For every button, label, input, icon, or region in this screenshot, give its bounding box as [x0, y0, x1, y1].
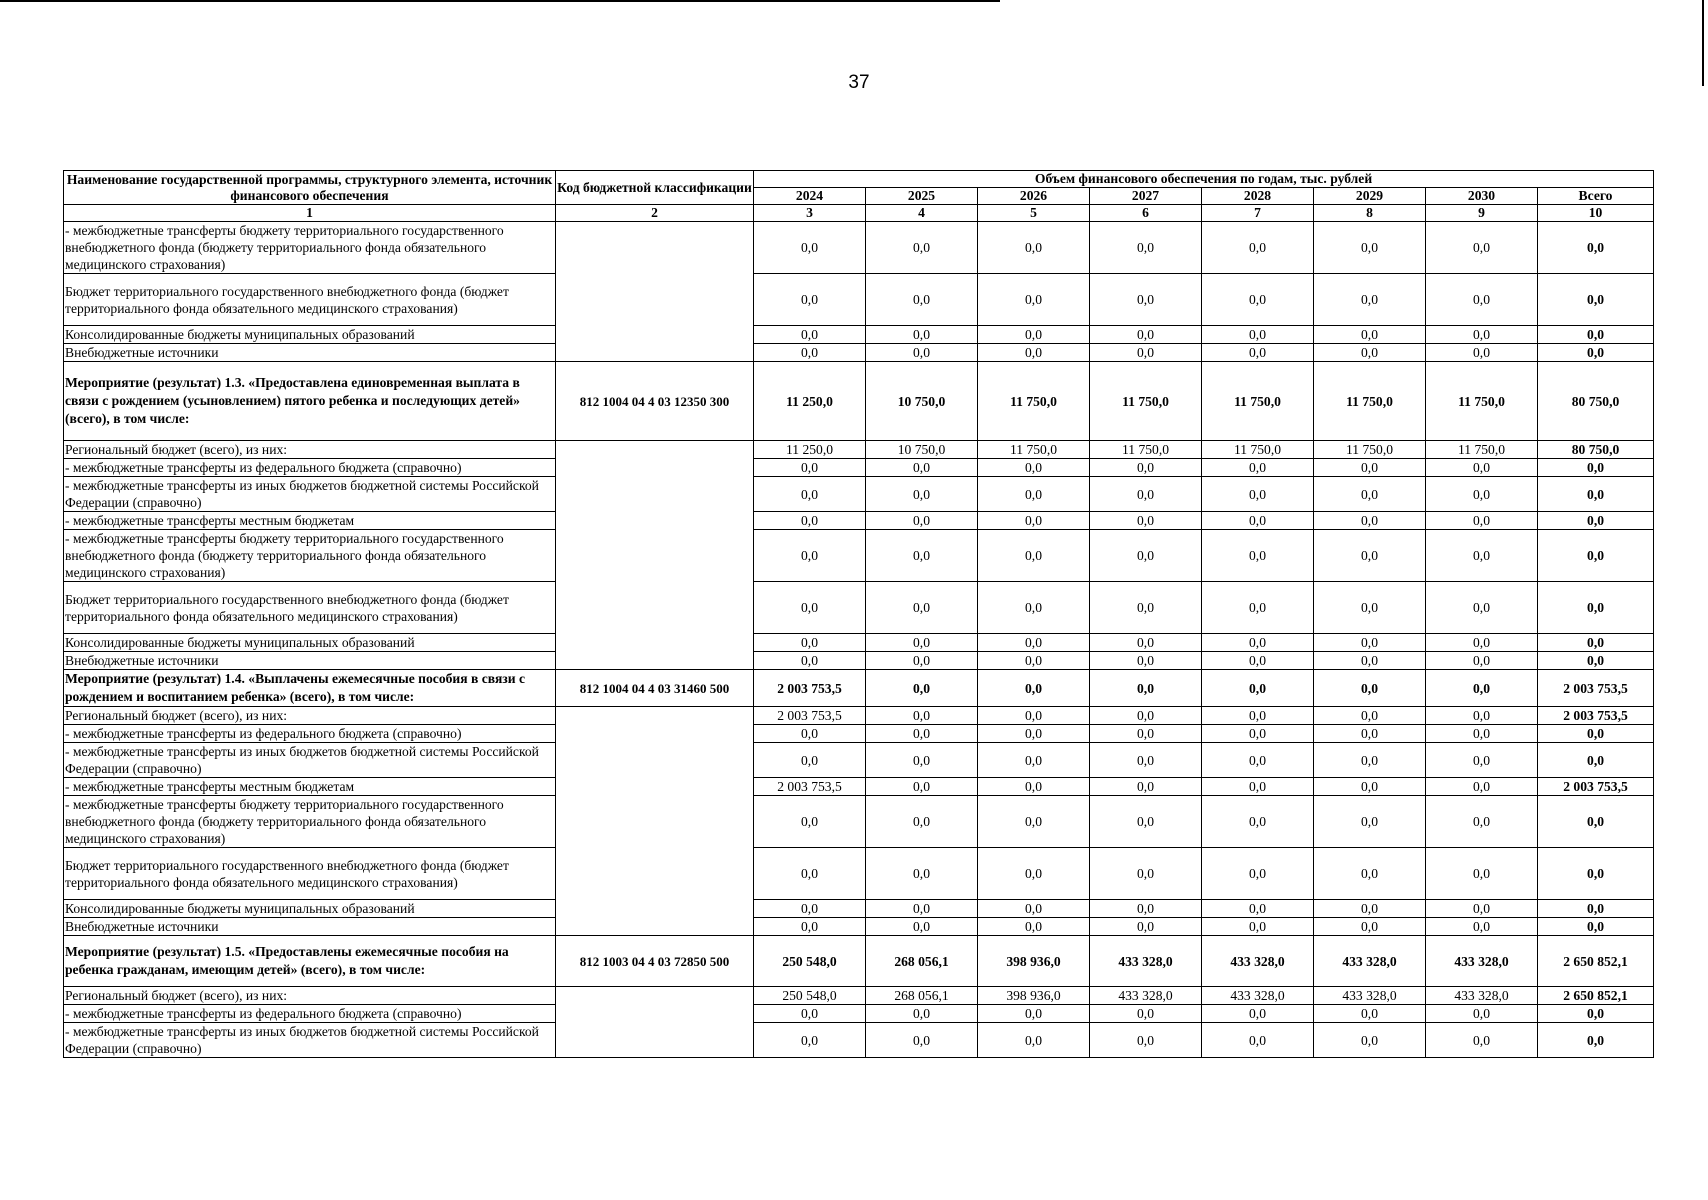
year-value: 0,0: [1202, 530, 1314, 582]
year-value: 0,0: [866, 725, 978, 743]
year-value: 268 056,1: [866, 936, 978, 987]
top-rule: [0, 0, 1000, 2]
table-row: [64, 530, 1654, 582]
table-row: [64, 725, 1654, 743]
year-value: 0,0: [866, 796, 978, 848]
year-value: 0,0: [978, 743, 1090, 778]
column-number: 10: [1538, 205, 1654, 222]
column-number: 5: [978, 205, 1090, 222]
year-value: 0,0: [754, 900, 866, 918]
page-number: 37: [848, 72, 870, 93]
year-value: 0,0: [1090, 477, 1202, 512]
year-value: 0,0: [1090, 512, 1202, 530]
budget-code: 812 1003 04 4 03 72850 500: [556, 936, 754, 987]
source-name: - межбюджетные трансферты из федерального бюджета (справочно): [64, 459, 556, 477]
year-value: 250 548,0: [754, 987, 866, 1005]
year-value: 0,0: [866, 222, 978, 274]
year-value: 0,0: [1314, 743, 1426, 778]
year-value: 0,0: [866, 1005, 978, 1023]
year-value: 0,0: [1202, 512, 1314, 530]
column-number: 3: [754, 205, 866, 222]
year-value: 0,0: [978, 459, 1090, 477]
year-value: 0,0: [866, 918, 978, 936]
year-value: 0,0: [978, 1005, 1090, 1023]
year-value: 0,0: [1202, 918, 1314, 936]
header-year: 2026: [978, 188, 1090, 205]
source-name: Региональный бюджет (всего), из них:: [64, 987, 556, 1005]
table-row: [64, 477, 1654, 512]
year-value: 11 750,0: [1314, 441, 1426, 459]
total-value: 0,0: [1538, 582, 1654, 634]
year-value: 0,0: [1202, 900, 1314, 918]
year-value: 0,0: [1314, 707, 1426, 725]
year-value: 0,0: [754, 344, 866, 362]
table-row: [64, 274, 1654, 326]
total-value: 0,0: [1538, 344, 1654, 362]
source-name: Консолидированные бюджеты муниципальных образований: [64, 634, 556, 652]
year-value: 433 328,0: [1202, 936, 1314, 987]
year-value: 0,0: [1090, 796, 1202, 848]
year-value: 0,0: [1090, 274, 1202, 326]
source-name: Внебюджетные источники: [64, 652, 556, 670]
table-row: [64, 512, 1654, 530]
year-value: 0,0: [1426, 707, 1538, 725]
year-value: 0,0: [754, 848, 866, 900]
source-name: Внебюджетные источники: [64, 918, 556, 936]
year-value: 0,0: [1426, 344, 1538, 362]
year-value: 0,0: [866, 652, 978, 670]
header-total: Всего: [1538, 188, 1654, 205]
year-value: 0,0: [1314, 477, 1426, 512]
year-value: 11 750,0: [1314, 362, 1426, 441]
year-value: 0,0: [866, 274, 978, 326]
year-value: 0,0: [1202, 477, 1314, 512]
year-value: 11 750,0: [1090, 362, 1202, 441]
year-value: 0,0: [978, 512, 1090, 530]
year-value: 0,0: [1426, 512, 1538, 530]
total-value: 0,0: [1538, 1005, 1654, 1023]
year-value: 0,0: [1202, 848, 1314, 900]
year-value: 398 936,0: [978, 936, 1090, 987]
year-value: 0,0: [754, 1005, 866, 1023]
year-value: 0,0: [1314, 222, 1426, 274]
year-value: 0,0: [978, 274, 1090, 326]
source-name: Региональный бюджет (всего), из них:: [64, 441, 556, 459]
table-row: [64, 900, 1654, 918]
budget-code: 812 1004 04 4 03 31460 500: [556, 670, 754, 707]
year-value: 0,0: [1202, 274, 1314, 326]
year-value: 250 548,0: [754, 936, 866, 987]
table-row: [64, 634, 1654, 652]
year-value: 0,0: [1314, 848, 1426, 900]
year-value: 0,0: [1090, 634, 1202, 652]
year-value: 0,0: [754, 743, 866, 778]
year-value: 0,0: [978, 530, 1090, 582]
year-value: 0,0: [1314, 652, 1426, 670]
year-value: 0,0: [866, 848, 978, 900]
year-value: 433 328,0: [1314, 987, 1426, 1005]
year-value: 0,0: [1202, 670, 1314, 707]
year-value: 0,0: [1202, 326, 1314, 344]
year-value: 0,0: [754, 634, 866, 652]
table-row: [64, 918, 1654, 936]
year-value: 0,0: [866, 530, 978, 582]
year-value: 2 003 753,5: [754, 670, 866, 707]
year-value: 0,0: [1426, 634, 1538, 652]
source-name: - межбюджетные трансферты из иных бюджетов бюджетной системы Российской Федерации (справочно): [64, 477, 556, 512]
year-value: 0,0: [1426, 778, 1538, 796]
total-value: 2 003 753,5: [1538, 707, 1654, 725]
total-value: 0,0: [1538, 796, 1654, 848]
year-value: 0,0: [1426, 274, 1538, 326]
header-year: 2027: [1090, 188, 1202, 205]
year-value: 0,0: [1314, 634, 1426, 652]
year-value: 0,0: [866, 778, 978, 796]
year-value: 0,0: [866, 634, 978, 652]
table-row: [64, 987, 1654, 1005]
column-number: 6: [1090, 205, 1202, 222]
event-row: [64, 936, 1654, 987]
year-value: 0,0: [978, 582, 1090, 634]
year-value: 0,0: [978, 670, 1090, 707]
year-value: 0,0: [1090, 222, 1202, 274]
year-value: 0,0: [978, 1023, 1090, 1058]
year-value: 10 750,0: [866, 362, 978, 441]
year-value: 0,0: [1426, 530, 1538, 582]
year-value: 0,0: [1202, 778, 1314, 796]
year-value: 0,0: [754, 725, 866, 743]
year-value: 11 250,0: [754, 362, 866, 441]
source-name: Региональный бюджет (всего), из них:: [64, 707, 556, 725]
year-value: 433 328,0: [1090, 936, 1202, 987]
year-value: 268 056,1: [866, 987, 978, 1005]
year-value: 0,0: [978, 634, 1090, 652]
source-name: - межбюджетные трансферты из федерального бюджета (справочно): [64, 725, 556, 743]
year-value: 398 936,0: [978, 987, 1090, 1005]
header-year: 2028: [1202, 188, 1314, 205]
year-value: 0,0: [1314, 670, 1426, 707]
year-value: 0,0: [1426, 326, 1538, 344]
header-year: 2030: [1426, 188, 1538, 205]
year-value: 0,0: [978, 326, 1090, 344]
year-value: 0,0: [1314, 344, 1426, 362]
year-value: 0,0: [1090, 582, 1202, 634]
year-value: 0,0: [754, 477, 866, 512]
column-number: 8: [1314, 205, 1426, 222]
year-value: 0,0: [1314, 459, 1426, 477]
year-value: 0,0: [1314, 918, 1426, 936]
total-value: 0,0: [1538, 918, 1654, 936]
year-value: 0,0: [1202, 1005, 1314, 1023]
table-row: [64, 743, 1654, 778]
budget-code-empty: [556, 441, 754, 670]
year-value: 0,0: [1426, 1005, 1538, 1023]
year-value: 11 750,0: [978, 362, 1090, 441]
table-row: [64, 459, 1654, 477]
source-name: Бюджет территориального государственного внебюджетного фонда (бюджет территориального фонда обязательного медицинского страхования): [64, 848, 556, 900]
source-name: Бюджет территориального государственного внебюджетного фонда (бюджет территориального фонда обязательного медицинского страхования): [64, 582, 556, 634]
year-value: 0,0: [1426, 459, 1538, 477]
total-value: 80 750,0: [1538, 441, 1654, 459]
total-value: 2 003 753,5: [1538, 670, 1654, 707]
year-value: 0,0: [1426, 900, 1538, 918]
table-row: [64, 796, 1654, 848]
total-value: 0,0: [1538, 222, 1654, 274]
column-number: 9: [1426, 205, 1538, 222]
total-value: 2 650 852,1: [1538, 987, 1654, 1005]
total-value: 0,0: [1538, 848, 1654, 900]
year-value: 0,0: [1314, 725, 1426, 743]
year-value: 0,0: [1090, 900, 1202, 918]
year-value: 11 750,0: [1426, 362, 1538, 441]
year-value: 0,0: [1314, 900, 1426, 918]
year-value: 0,0: [1314, 778, 1426, 796]
table-row: [64, 848, 1654, 900]
year-value: 0,0: [1314, 1005, 1426, 1023]
budget-code-empty: [556, 222, 754, 362]
year-value: 11 750,0: [1426, 441, 1538, 459]
table-row: [64, 778, 1654, 796]
year-value: 0,0: [1202, 344, 1314, 362]
table-row: [64, 652, 1654, 670]
year-value: 0,0: [978, 918, 1090, 936]
year-value: 433 328,0: [1090, 987, 1202, 1005]
year-value: 0,0: [1090, 344, 1202, 362]
source-name: Консолидированные бюджеты муниципальных образований: [64, 326, 556, 344]
table-row: [64, 1005, 1654, 1023]
year-value: 0,0: [978, 344, 1090, 362]
year-value: 0,0: [1426, 796, 1538, 848]
total-value: 0,0: [1538, 1023, 1654, 1058]
total-value: 0,0: [1538, 459, 1654, 477]
year-value: 0,0: [866, 707, 978, 725]
year-value: 10 750,0: [866, 441, 978, 459]
year-value: 0,0: [1202, 725, 1314, 743]
year-value: 0,0: [978, 725, 1090, 743]
source-name: - межбюджетные трансферты бюджету территориального государственного внебюджетного фонда (бюджету территориального фонда обязательного медицинского страхования): [64, 530, 556, 582]
year-value: 0,0: [866, 326, 978, 344]
year-value: 0,0: [1202, 707, 1314, 725]
header-code: Код бюджетной классификации: [556, 171, 754, 205]
year-value: 2 003 753,5: [754, 778, 866, 796]
year-value: 0,0: [1426, 743, 1538, 778]
year-value: 0,0: [1090, 743, 1202, 778]
year-value: 0,0: [978, 900, 1090, 918]
year-value: 11 750,0: [978, 441, 1090, 459]
year-value: 0,0: [1090, 707, 1202, 725]
budget-code-empty: [556, 707, 754, 936]
table-row: [64, 344, 1654, 362]
year-value: 0,0: [1090, 652, 1202, 670]
year-value: 0,0: [866, 344, 978, 362]
year-value: 0,0: [866, 743, 978, 778]
year-value: 0,0: [1426, 848, 1538, 900]
source-name: - межбюджетные трансферты местным бюджетам: [64, 778, 556, 796]
budget-code-empty: [556, 987, 754, 1058]
total-value: 2 003 753,5: [1538, 778, 1654, 796]
year-value: 0,0: [1426, 670, 1538, 707]
year-value: 11 750,0: [1202, 441, 1314, 459]
year-value: 433 328,0: [1314, 936, 1426, 987]
year-value: 0,0: [866, 512, 978, 530]
year-value: 0,0: [1202, 652, 1314, 670]
event-name: Мероприятие (результат) 1.3. «Предоставлена единовременная выплата в связи с рождением (усыновлением) пятого ребенка и последующих детей» (всего), в том числе:: [64, 362, 556, 441]
year-value: 0,0: [1426, 582, 1538, 634]
year-value: 0,0: [1090, 918, 1202, 936]
year-value: 433 328,0: [1426, 987, 1538, 1005]
year-value: 0,0: [1426, 222, 1538, 274]
total-value: 0,0: [1538, 530, 1654, 582]
year-value: 0,0: [1426, 918, 1538, 936]
year-value: 0,0: [1090, 459, 1202, 477]
year-value: 0,0: [1090, 530, 1202, 582]
year-value: 0,0: [1090, 848, 1202, 900]
year-value: 0,0: [1314, 530, 1426, 582]
year-value: 433 328,0: [1426, 936, 1538, 987]
header-year: 2024: [754, 188, 866, 205]
year-value: 0,0: [978, 796, 1090, 848]
financing-table: [63, 170, 1654, 1058]
source-name: Бюджет территориального государственного внебюджетного фонда (бюджет территориального фонда обязательного медицинского страхования): [64, 274, 556, 326]
year-value: 0,0: [978, 778, 1090, 796]
year-value: 0,0: [754, 1023, 866, 1058]
year-value: 0,0: [1202, 796, 1314, 848]
year-value: 0,0: [1090, 778, 1202, 796]
year-value: 0,0: [1090, 1023, 1202, 1058]
event-name: Мероприятие (результат) 1.4. «Выплачены ежемесячные пособия в связи с рождением и воспитанием ребенка» (всего), в том числе:: [64, 670, 556, 707]
table-row: [64, 441, 1654, 459]
total-value: 0,0: [1538, 634, 1654, 652]
event-row: [64, 362, 1654, 441]
source-name: - межбюджетные трансферты местным бюджетам: [64, 512, 556, 530]
header-year: 2029: [1314, 188, 1426, 205]
source-name: - межбюджетные трансферты из иных бюджетов бюджетной системы Российской Федерации (справочно): [64, 743, 556, 778]
year-value: 11 750,0: [1202, 362, 1314, 441]
year-value: 0,0: [1426, 725, 1538, 743]
year-value: 0,0: [1314, 512, 1426, 530]
total-value: 0,0: [1538, 512, 1654, 530]
year-value: 0,0: [1314, 326, 1426, 344]
year-value: 0,0: [754, 652, 866, 670]
year-value: 0,0: [1202, 1023, 1314, 1058]
source-name: - межбюджетные трансферты бюджету территориального государственного внебюджетного фонда (бюджету территориального фонда обязательного медицинского страхования): [64, 796, 556, 848]
year-value: 0,0: [1202, 222, 1314, 274]
year-value: 0,0: [754, 512, 866, 530]
year-value: 0,0: [754, 326, 866, 344]
event-row: [64, 670, 1654, 707]
year-value: 0,0: [1090, 326, 1202, 344]
year-value: 11 750,0: [1090, 441, 1202, 459]
year-value: 0,0: [1426, 1023, 1538, 1058]
column-number: 2: [556, 205, 754, 222]
year-value: 0,0: [866, 670, 978, 707]
year-value: 0,0: [1314, 796, 1426, 848]
year-value: 0,0: [754, 582, 866, 634]
header-name: Наименование государственной программы, структурного элемента, источник финансового обеспечения: [64, 171, 556, 205]
budget-code: 812 1004 04 4 03 12350 300: [556, 362, 754, 441]
year-value: 2 003 753,5: [754, 707, 866, 725]
year-value: 0,0: [1202, 582, 1314, 634]
year-value: 0,0: [978, 652, 1090, 670]
year-value: 0,0: [978, 222, 1090, 274]
column-number: 7: [1202, 205, 1314, 222]
table-row: [64, 222, 1654, 274]
year-value: 0,0: [1090, 725, 1202, 743]
total-value: 0,0: [1538, 725, 1654, 743]
column-number: 4: [866, 205, 978, 222]
total-value: 2 650 852,1: [1538, 936, 1654, 987]
table-row: [64, 326, 1654, 344]
year-value: 0,0: [978, 477, 1090, 512]
source-name: - межбюджетные трансферты из иных бюджетов бюджетной системы Российской Федерации (справочно): [64, 1023, 556, 1058]
total-value: 80 750,0: [1538, 362, 1654, 441]
year-value: 0,0: [978, 848, 1090, 900]
year-value: 0,0: [866, 582, 978, 634]
source-name: - межбюджетные трансферты бюджету территориального государственного внебюджетного фонда (бюджету территориального фонда обязательного медицинского страхования): [64, 222, 556, 274]
year-value: 0,0: [754, 459, 866, 477]
year-value: 0,0: [754, 918, 866, 936]
event-name: Мероприятие (результат) 1.5. «Предоставлены ежемесячные пособия на ребенка гражданам, имеющим детей» (всего), в том числе:: [64, 936, 556, 987]
year-value: 0,0: [1314, 582, 1426, 634]
year-value: 0,0: [866, 1023, 978, 1058]
year-value: 0,0: [1202, 459, 1314, 477]
total-value: 0,0: [1538, 477, 1654, 512]
total-value: 0,0: [1538, 652, 1654, 670]
year-value: 0,0: [754, 274, 866, 326]
source-name: - межбюджетные трансферты из федерального бюджета (справочно): [64, 1005, 556, 1023]
year-value: 0,0: [866, 459, 978, 477]
year-value: 0,0: [1314, 274, 1426, 326]
table-row: [64, 1023, 1654, 1058]
column-number: 1: [64, 205, 556, 222]
year-value: 0,0: [1426, 652, 1538, 670]
total-value: 0,0: [1538, 326, 1654, 344]
header-year: 2025: [866, 188, 978, 205]
year-value: 0,0: [1202, 743, 1314, 778]
year-value: 0,0: [754, 222, 866, 274]
total-value: 0,0: [1538, 743, 1654, 778]
year-value: 0,0: [866, 477, 978, 512]
header-volume: Объем финансового обеспечения по годам, тыс. рублей: [754, 171, 1654, 188]
total-value: 0,0: [1538, 900, 1654, 918]
year-value: 0,0: [1090, 1005, 1202, 1023]
year-value: 0,0: [1314, 1023, 1426, 1058]
source-name: Консолидированные бюджеты муниципальных образований: [64, 900, 556, 918]
year-value: 0,0: [754, 530, 866, 582]
year-value: 0,0: [1426, 477, 1538, 512]
year-value: 11 250,0: [754, 441, 866, 459]
year-value: 0,0: [978, 707, 1090, 725]
table-row: [64, 582, 1654, 634]
year-value: 0,0: [1090, 670, 1202, 707]
table-row: [64, 707, 1654, 725]
year-value: 433 328,0: [1202, 987, 1314, 1005]
year-value: 0,0: [866, 900, 978, 918]
total-value: 0,0: [1538, 274, 1654, 326]
source-name: Внебюджетные источники: [64, 344, 556, 362]
year-value: 0,0: [754, 796, 866, 848]
year-value: 0,0: [1202, 634, 1314, 652]
